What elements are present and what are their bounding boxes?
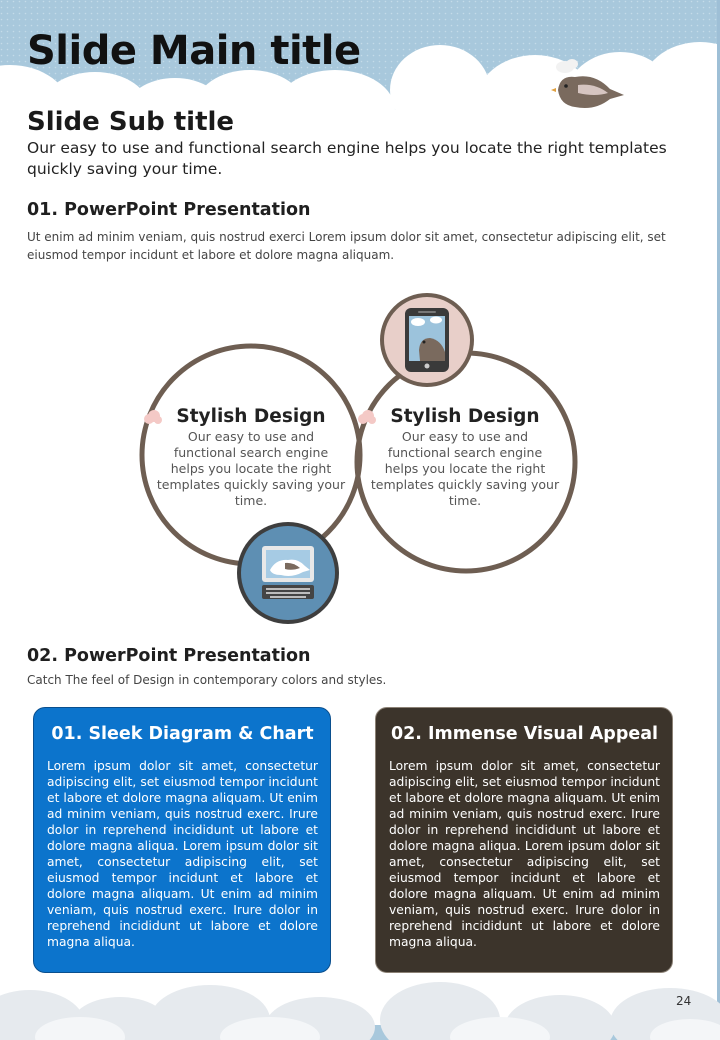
- section-1-text: Ut enim ad minim veniam, quis nostrud exerci Lorem ipsum dolor sit amet, consectetur adipiscing elit, set eiusmod tempor incidunt et labore et dolore magna aliquam.: [27, 230, 666, 262]
- feature-box-sleek-diagram: [33, 707, 331, 973]
- cloud-icon: [356, 409, 376, 425]
- section-1-heading: 01. PowerPoint Presentation: [27, 200, 311, 220]
- bird-icon: [550, 55, 630, 115]
- feature-box-body: Lorem ipsum dolor sit amet, consectetur adipiscing elit, set eiusmod tempor incidunt et labore et dolore magna aliquam. Ut enim ad minim veniam, quis nostrud exerc. Irure dolor in reprehend incididunt ut labore et dolore magna aliqua. Lorem ipsum dolor sit amet, consectetur adipiscing elit, set eiusmod tempor incidunt et labore et dolore magna aliquam. Ut enim ad minim veniam, quis nostrud exerc. Irure dolor in reprehend incididunt ut labore et dolore magna aliqua.: [47, 759, 318, 949]
- main-title: Slide Main title: [27, 28, 361, 74]
- page-number: 24: [676, 994, 692, 1008]
- sub-title: Slide Sub title: [27, 107, 235, 137]
- feature-box-visual-appeal: [375, 707, 673, 973]
- diagram-rings: [0, 280, 720, 640]
- diagram-item-title: Stylish Design: [390, 406, 540, 427]
- cloud-icon: [142, 409, 162, 425]
- feature-box-title: 01. Sleek Diagram & Chart: [51, 724, 314, 744]
- section-2-heading: 02. PowerPoint Presentation: [27, 646, 311, 666]
- computer-icon: [237, 522, 339, 624]
- feature-box-body: Lorem ipsum dolor sit amet, consectetur adipiscing elit, set eiusmod tempor incidunt et labore et dolore magna aliquam. Ut enim ad minim veniam, quis nostrud exerc. Irure dolor in reprehend incididunt ut labore et dolore magna aliqua. Lorem ipsum dolor sit amet, consectetur adipiscing elit, set eiusmod tempor incidunt et labore et dolore magna aliquam. Ut enim ad minim veniam, quis nostrud exerc. Irure dolor in reprehend incididunt ut labore et dolore magna aliqua.: [389, 759, 660, 949]
- section-2-text: Catch The feel of Design in contemporary colors and styles.: [27, 673, 387, 687]
- diagram-item-left: [156, 406, 346, 509]
- feature-box-title: 02. Immense Visual Appeal: [390, 724, 659, 744]
- diagram-item-right: [370, 406, 560, 509]
- sub-description: Our easy to use and functional search engine helps you locate the right templates quickly saving your time.: [27, 139, 667, 178]
- diagram-item-body: Our easy to use and functional search engine helps you locate the right templates quickly saving your time.: [370, 429, 560, 508]
- bottom-clouds: [0, 975, 720, 1040]
- diagram-item-title: Stylish Design: [176, 406, 326, 427]
- two-circle-diagram: [0, 280, 720, 640]
- smartphone-icon: [380, 293, 474, 387]
- diagram-item-body: Our easy to use and functional search engine helps you locate the right templates quickly saving your time.: [156, 429, 346, 508]
